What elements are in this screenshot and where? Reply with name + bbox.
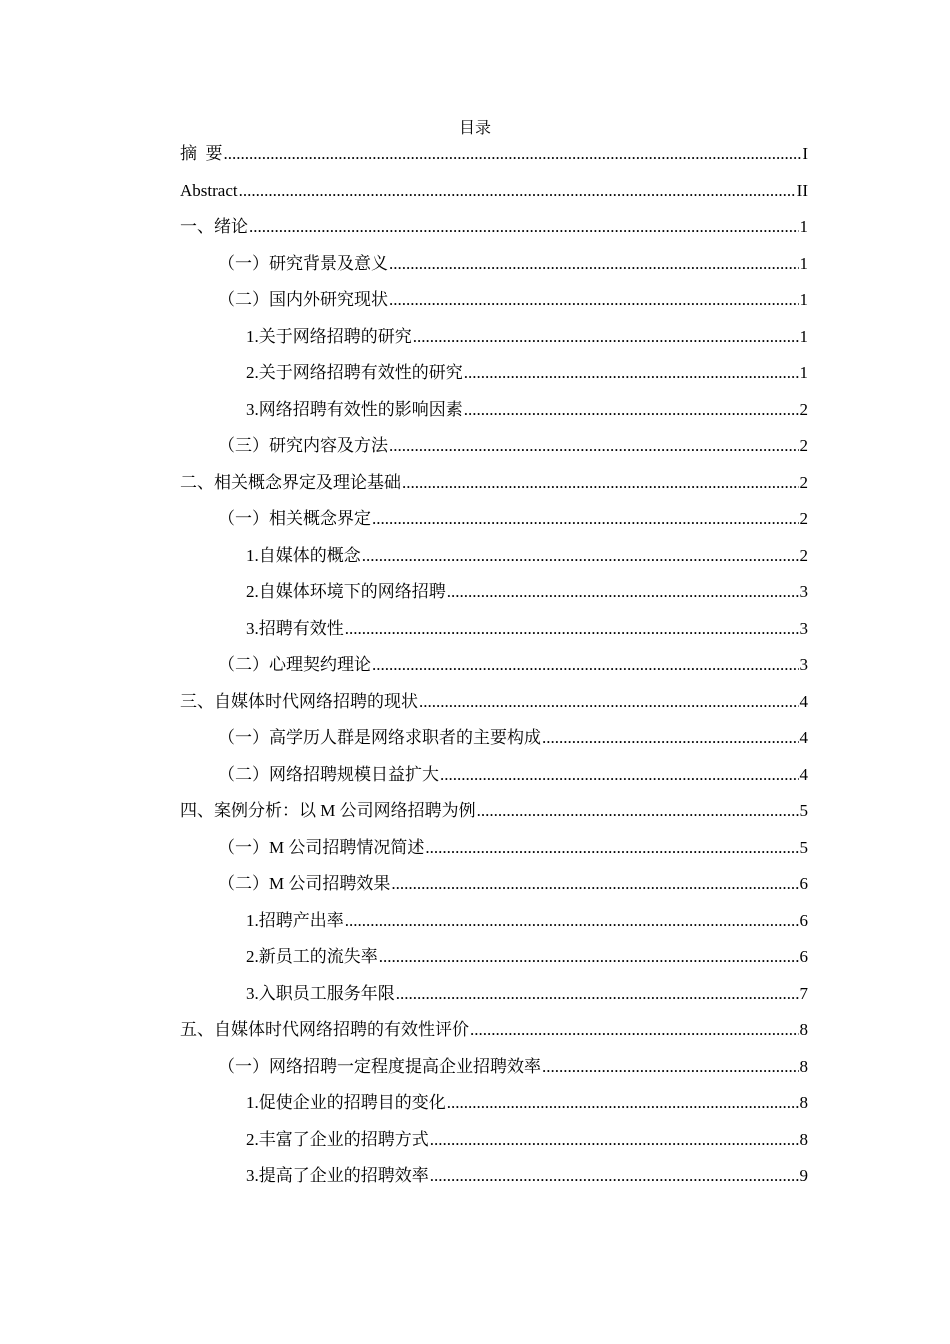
toc-entry-label: 2.新员工的流失率: [246, 947, 378, 966]
toc-dot-leader: [389, 251, 799, 277]
table-of-contents: [180, 140, 808, 1199]
toc-dot-leader: [402, 470, 799, 496]
toc-entry-page-number: 1: [799, 217, 808, 236]
toc-dot-leader: [464, 397, 799, 423]
toc-entry[interactable]: [180, 1126, 808, 1163]
toc-entry-label: （一）M 公司招聘情况简述: [218, 837, 425, 857]
toc-entry-page-number: 6: [799, 874, 808, 893]
toc-entry-page-number: 2: [799, 436, 808, 455]
toc-entry[interactable]: [180, 724, 808, 761]
toc-entry-label: （二）国内外研究现状: [218, 290, 388, 309]
toc-entry[interactable]: [180, 177, 808, 214]
toc-entry-page-number: 2: [799, 545, 808, 565]
toc-entry-label: 五、自媒体时代网络招聘的有效性评价: [180, 1020, 469, 1039]
toc-entry-page-number: 1: [799, 253, 808, 273]
toc-entry[interactable]: [180, 323, 808, 360]
toc-entry[interactable]: [180, 688, 808, 725]
toc-dot-leader: [372, 652, 799, 678]
toc-entry-label: 2.丰富了企业的招聘方式: [246, 1129, 429, 1149]
toc-entry-page-number: I: [802, 144, 808, 163]
toc-entry-label: （三）研究内容及方法: [218, 436, 388, 455]
toc-entry[interactable]: [180, 140, 808, 177]
toc-entry-label: 摘 要: [180, 144, 223, 163]
toc-dot-leader: [477, 798, 799, 824]
toc-entry-label: 一、绪论: [180, 217, 248, 236]
toc-entry-page-number: 4: [799, 764, 808, 784]
toc-entry[interactable]: [180, 1162, 808, 1199]
toc-entry-label: Abstract: [180, 180, 238, 200]
toc-dot-leader: [224, 141, 802, 167]
toc-entry-label: 2.关于网络招聘有效性的研究: [246, 363, 463, 382]
toc-dot-leader: [239, 178, 796, 204]
toc-dot-leader: [345, 616, 799, 642]
toc-entry-label: （一）高学历人群是网络求职者的主要构成: [218, 728, 541, 747]
toc-dot-leader: [249, 214, 799, 240]
toc-entry-page-number: 9: [799, 1166, 808, 1185]
toc-entry-page-number: 2: [799, 472, 808, 492]
toc-dot-leader: [440, 762, 799, 788]
toc-entry-page-number: 3: [799, 582, 808, 601]
toc-entry-label: 3.网络招聘有效性的影响因素: [246, 399, 463, 419]
toc-entry-page-number: 1: [799, 290, 808, 309]
toc-entry[interactable]: [180, 505, 808, 542]
toc-dot-leader: [372, 506, 799, 532]
toc-dot-leader: [447, 579, 799, 605]
toc-entry-page-number: 4: [799, 691, 808, 711]
toc-entry[interactable]: [180, 213, 808, 250]
toc-entry-label: （一）研究背景及意义: [218, 253, 388, 273]
toc-dot-leader: [391, 871, 798, 897]
toc-entry[interactable]: [180, 943, 808, 980]
toc-entry-label: 1.促使企业的招聘目的变化: [246, 1093, 446, 1112]
toc-entry-page-number: 8: [799, 1129, 808, 1149]
toc-entry[interactable]: [180, 286, 808, 323]
toc-entry-label: 2.自媒体环境下的网络招聘: [246, 582, 446, 601]
toc-entry-label: 1.招聘产出率: [246, 910, 344, 930]
toc-entry[interactable]: [180, 1016, 808, 1053]
toc-dot-leader: [542, 1054, 799, 1080]
toc-entry[interactable]: [180, 469, 808, 506]
toc-dot-leader: [447, 1090, 799, 1116]
toc-entry-page-number: II: [796, 180, 808, 200]
toc-entry[interactable]: [180, 980, 808, 1017]
toc-entry-label: 三、自媒体时代网络招聘的现状: [180, 691, 418, 711]
toc-dot-leader: [419, 689, 799, 715]
toc-entry[interactable]: [180, 578, 808, 615]
toc-dot-leader: [389, 287, 799, 313]
toc-entry-label: 3.提高了企业的招聘效率: [246, 1166, 429, 1185]
toc-entry[interactable]: [180, 1089, 808, 1126]
toc-entry-label: 四、案例分析：以 M 公司网络招聘为例: [180, 801, 476, 820]
toc-entry-label: 3.入职员工服务年限: [246, 983, 395, 1003]
toc-dot-leader: [362, 543, 799, 569]
toc-dot-leader: [470, 1017, 799, 1043]
toc-entry-page-number: 3: [799, 655, 808, 674]
toc-entry[interactable]: [180, 542, 808, 579]
toc-entry-label: 1.关于网络招聘的研究: [246, 326, 412, 346]
toc-entry[interactable]: [180, 651, 808, 688]
toc-entry-label: 1.自媒体的概念: [246, 545, 361, 565]
toc-entry[interactable]: [180, 250, 808, 287]
toc-entry-label: （一）相关概念界定: [218, 509, 371, 528]
toc-entry-page-number: 1: [799, 326, 808, 346]
toc-entry-label: （二）心理契约理论: [218, 655, 371, 674]
toc-entry-page-number: 8: [799, 1056, 808, 1076]
toc-entry-page-number: 5: [799, 837, 808, 857]
toc-entry-page-number: 4: [799, 728, 808, 747]
toc-entry-page-number: 6: [799, 947, 808, 966]
toc-entry[interactable]: [180, 797, 808, 834]
toc-entry-page-number: 5: [799, 801, 808, 820]
toc-dot-leader: [542, 725, 799, 751]
toc-entry[interactable]: [180, 432, 808, 469]
toc-entry-page-number: 1: [799, 363, 808, 382]
toc-dot-leader: [379, 944, 799, 970]
toc-entry[interactable]: [180, 1053, 808, 1090]
toc-entry[interactable]: [180, 615, 808, 652]
toc-entry-label: 二、相关概念界定及理论基础: [180, 472, 401, 492]
toc-dot-leader: [430, 1163, 799, 1189]
toc-entry-page-number: 3: [799, 618, 808, 638]
toc-dot-leader: [464, 360, 799, 386]
toc-entry-label: （一）网络招聘一定程度提高企业招聘效率: [218, 1056, 541, 1076]
toc-entry[interactable]: [180, 907, 808, 944]
toc-entry-page-number: 8: [799, 1093, 808, 1112]
toc-entry-label: （二）M 公司招聘效果: [218, 874, 391, 893]
toc-dot-leader: [345, 908, 799, 934]
toc-dot-leader: [430, 1127, 799, 1153]
toc-dot-leader: [396, 981, 799, 1007]
toc-entry-label: 3.招聘有效性: [246, 618, 344, 638]
toc-entry[interactable]: [180, 359, 808, 396]
toc-entry-page-number: 8: [799, 1020, 808, 1039]
toc-entry-page-number: 2: [799, 509, 808, 528]
toc-dot-leader: [389, 433, 799, 459]
toc-entry[interactable]: [180, 396, 808, 433]
toc-entry-page-number: 7: [799, 983, 808, 1003]
toc-dot-leader: [425, 835, 798, 861]
toc-entry[interactable]: [180, 761, 808, 798]
toc-title: 目录: [458, 120, 491, 137]
toc-entry-page-number: 2: [799, 399, 808, 419]
toc-entry-page-number: 6: [799, 910, 808, 930]
toc-entry-label: （二）网络招聘规模日益扩大: [218, 764, 439, 784]
toc-dot-leader: [413, 324, 799, 350]
toc-entry[interactable]: [180, 834, 808, 871]
toc-entry[interactable]: [180, 870, 808, 907]
